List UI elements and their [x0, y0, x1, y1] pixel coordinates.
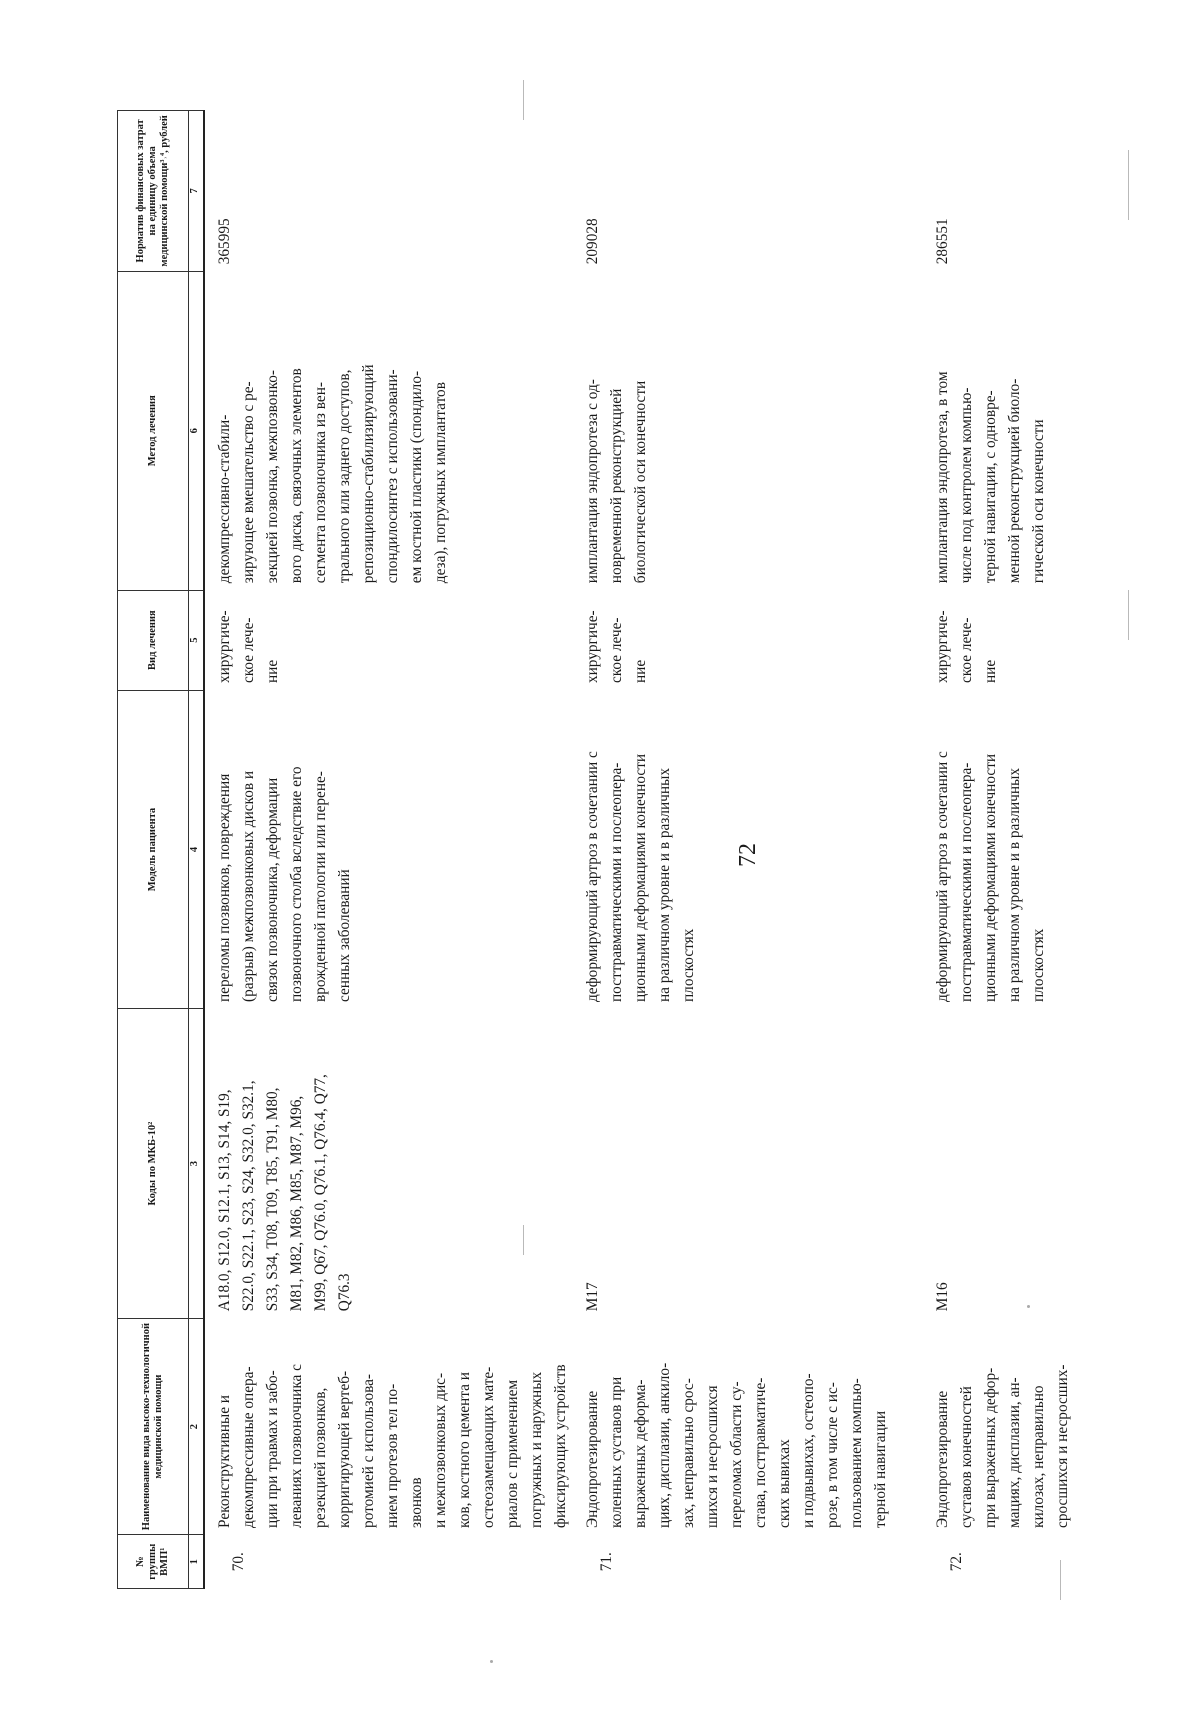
table-row-72	[923, 111, 1200, 1589]
cell-group-number: 71.	[598, 1552, 615, 1572]
cell-cost-standard: 365995	[216, 218, 233, 265]
cell-group-number: 70.	[230, 1552, 247, 1572]
vmp-table-grid	[117, 110, 1200, 1589]
header-vmp-name: Наименование вида высоко-технологичной медицинской помощи	[118, 1318, 189, 1535]
header-group-number: № группы ВМП¹	[118, 1535, 189, 1589]
column-number: 5	[189, 590, 205, 690]
cell-patient-model: деформирующий артроз в сочетании с посттравматическими и послеопера- ционными деформациями конечности на различном уровне и в различных плоскостях	[584, 751, 697, 1002]
header-cost-standard: Норматив финансовых затрат на единицу объема медицинской помощи³˒⁴, рублей	[118, 111, 189, 272]
scan-artifact	[1128, 590, 1129, 640]
scan-artifact	[523, 1225, 524, 1255]
column-number: 4	[189, 690, 205, 1009]
cell-treatment-type: хирургиче- ское лече- ние	[934, 610, 999, 684]
column-number: 1	[189, 1535, 205, 1589]
column-number: 2	[189, 1318, 205, 1535]
cell-cost-standard: 209028	[584, 218, 601, 265]
cell-icd-codes: A18.0, S12.0, S12.1, S13, S14, S19, S22.0, S22.1, S23, S24, S32.0, S32.1, S33, S34, T08, T09, T85, T91, M80, M81, M82, M86, M85, M87, M96, M99, Q67, Q76.0, Q76.1, Q76.4, Q77, Q76.3	[216, 1074, 353, 1312]
scan-artifact	[1128, 150, 1129, 220]
header-patient-model: Модель пациента	[118, 690, 189, 1009]
cell-patient-model: переломы позвонков, повреждения (разрыв) межпозвонковых дисков и связок позвоночника, деформации позвоночного столба вследствие его врожденной патологии или перене- сенных заболеваний	[216, 766, 353, 1002]
header-treatment-type: Вид лечения	[118, 590, 189, 690]
table-header-row	[118, 111, 189, 1589]
header-treatment-method: Метод лечения	[118, 271, 189, 590]
cell-vmp-name: Реконструктивные и декомпрессивные опера- ции при травмах и забо- леваниях позвоночника с резекцией позвонков, корригирующей вертеб- ротомией с использова- нием протезов тел по- звонков и межпозвонковых дис- ков, костного цемента и остеозамещающих мате- риалов с применением погружных и наружных фиксирующих устройств	[216, 1364, 569, 1528]
column-number: 7	[189, 111, 205, 272]
column-numbers-row	[189, 111, 205, 1589]
cell-icd-codes: M16	[934, 1282, 951, 1312]
scan-artifact	[1027, 1305, 1030, 1308]
column-number: 3	[189, 1009, 205, 1318]
table-row-71	[573, 111, 923, 1589]
table-row-70	[204, 111, 573, 1589]
cell-vmp-name: Эндопротезирование коленных суставов при выраженных деформа- циях, дисплазии, анкило- зах, неправильно срос- шихся и несросшихся переломах области су- става, посттравматиче- ских вывихах и подвывихах, остеопо- розе, в том числе с ис- пользованием компью- терной навигации	[584, 1362, 889, 1528]
page-number: 72	[735, 843, 761, 867]
vmp-table	[117, 110, 1200, 1589]
cell-patient-model: деформирующий артроз в сочетании с посттравматическими и послеопера- ционными деформациями конечности на различном уровне и в различных плоскостях	[934, 751, 1047, 1002]
cell-treatment-method: декомпрессивно-стабили- зирующее вмешательство с ре- зекцией позвонка, межпозвонко- вого диска, связочных элементов сегмента позвоночника из вен- трального или заднего доступов, репозиционно-стабилизирующий спондилосинтез с использовани- ем костной пластики (спондило- деза), погружных имплантатов	[216, 364, 449, 584]
cell-cost-standard: 286551	[934, 218, 951, 265]
cell-treatment-method: имплантация эндопротеза, в том числе под контролем компью- терной навигации, с одновре- менной реконструкцией биоло- гической оси конечности	[934, 371, 1047, 584]
scan-artifact	[523, 80, 524, 120]
cell-treatment-method: имплантация эндопротеза с од- новременной реконструкцией биологической оси конечности	[584, 379, 649, 584]
column-number: 6	[189, 271, 205, 590]
cell-treatment-type: хирургиче- ское лече- ние	[216, 610, 281, 684]
scan-artifact	[1060, 1560, 1061, 1600]
cell-icd-codes: M17	[584, 1282, 601, 1312]
cell-treatment-type: хирургиче- ское лече- ние	[584, 610, 649, 684]
cell-group-number: 72.	[948, 1552, 965, 1572]
cell-vmp-name: Эндопротезирование суставов конечностей при выраженных дефор- мациях, дисплазии, ан- килозах, неправильно сросшихся и несросших-	[934, 1364, 1071, 1528]
header-icd-codes: Коды по МКБ-10²	[118, 1009, 189, 1318]
scan-artifact	[490, 1660, 493, 1663]
